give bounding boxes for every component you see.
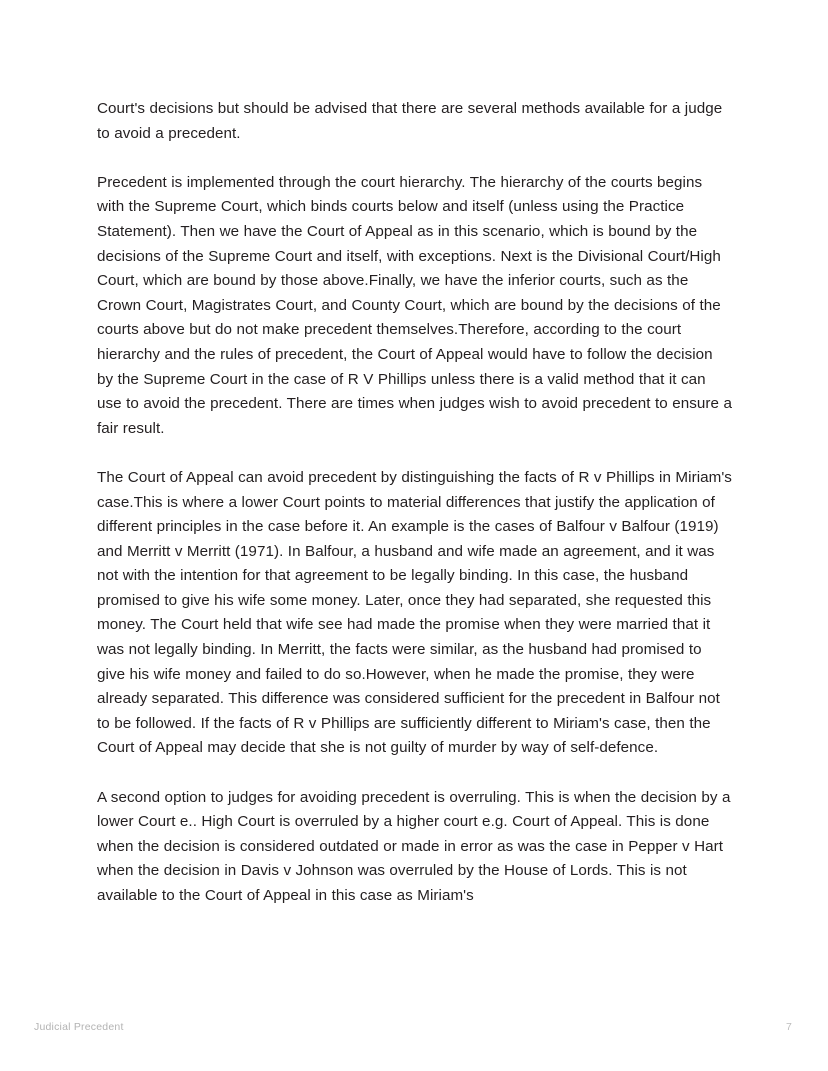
page-footer [0,1019,828,1043]
paragraph-4: A second option to judges for avoiding precedent is overruling. This is when the decision by a lower Court e.. High Court is overruled by a higher court e.g. Court of Appeal. This is done when the decision is considered outdated or made in error as was the case in Pepper v Hart when the decision in Davis v Johnson was overruled by the House of Lords. This is not available to the Court of Appeal in this case as Miriam's [97,788,731,904]
document-body [97,97,732,909]
paragraph-2: Precedent is implemented through the court hierarchy. The hierarchy of the courts begins with the Supreme Court, which binds courts below and itself (unless using the Practice Statement). Then we have the Court of Appeal as in this scenario, which is bound by the decisions of the Supreme Court and itself, with exceptions. Next is the Divisional Court/High Court, which are bound by those above.Finally, we have the inferior courts, such as the Crown Court, Magistrates Court, and County Court, which are bound by the decisions of the courts above but do not make precedent themselves.Therefore, according to the court hierarchy and the rules of precedent, the Court of Appeal would have to follow the decision by the Supreme Court in the case of R V Phillips unless there is a valid method that it can use to avoid the precedent. There are times when judges wish to avoid precedent to ensure a fair result. [97,173,732,437]
paragraph-3: The Court of Appeal can avoid precedent by distinguishing the facts of R v Phillips in Miriam's case.This is where a lower Court points to material differences that justify the application of different principles in the case before it. An example is the cases of Balfour v Balfour (1919) and Merritt v Merritt (1971). In Balfour, a husband and wife made an agreement, and it was not with the intention for that agreement to be legally binding. In this case, the husband promised to give his wife some money. Later, once they had separated, she requested this money. The Court held that wife see had made the promise when they were married that it was not legally binding. In Merritt, the facts were similar, as the husband had promised to give his wife money and failed to do so.However, when he made the promise, they were already separated. This difference was considered sufficient for the precedent in Balfour not to be followed. If the facts of R v Phillips are sufficiently different to Miriam's case, then the Court of Appeal may decide that she is not guilty of murder by way of self-defence. [97,468,732,757]
footer-page-number: 7 [786,1021,792,1033]
paragraph-1: Court's decisions but should be advised that there are several methods available for a judge to avoid a precedent. [97,100,723,142]
footer-document-title: Judicial Precedent [34,1021,124,1033]
